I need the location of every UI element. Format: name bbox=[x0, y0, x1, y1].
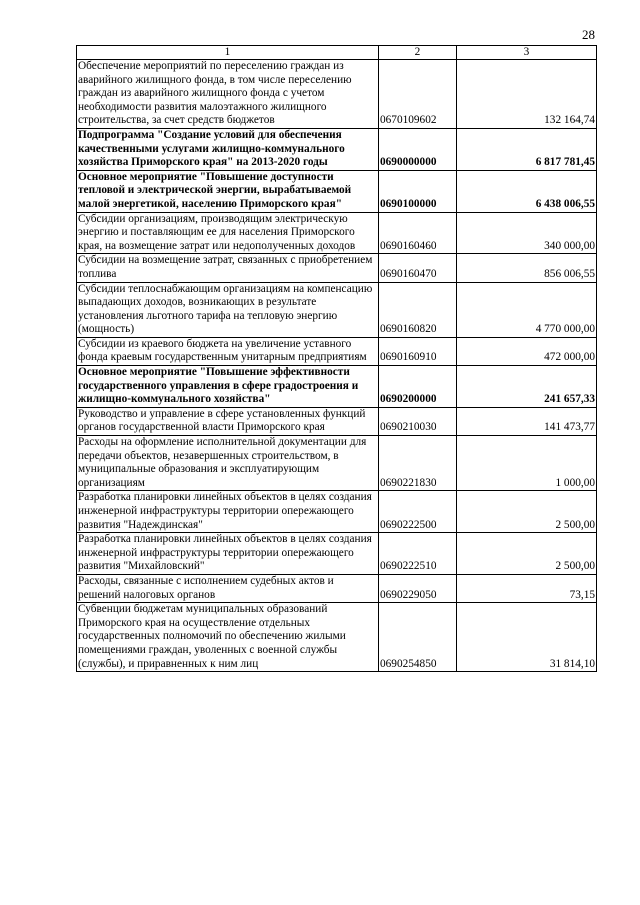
row-code-cell: 0690160910 bbox=[379, 337, 457, 365]
row-code-cell: 0690000000 bbox=[379, 128, 457, 170]
table-row bbox=[77, 603, 597, 672]
row-code-cell: 0690221830 bbox=[379, 436, 457, 491]
row-code-cell: 0690160820 bbox=[379, 282, 457, 337]
row-code-cell: 0670109602 bbox=[379, 60, 457, 129]
row-amount-cell: 2 500,00 bbox=[457, 533, 597, 575]
row-amount-cell: 340 000,00 bbox=[457, 212, 597, 254]
row-name-cell: Субвенции бюджетам муниципальных образований Приморского края на осуществление отдельных государственных полномочий по обеспечению жилыми помещениями граждан, уволенных с военной службы (службы), и приравненных к ним лиц bbox=[77, 603, 379, 672]
column-header-code: 2 bbox=[379, 46, 457, 60]
row-code-cell: 0690254850 bbox=[379, 603, 457, 672]
table-header-row bbox=[77, 46, 597, 60]
row-name-cell: Субсидии организациям, производящим электрическую энергию и поставляющим ее для населения Приморского края, на возмещение затрат или недополученных доходов bbox=[77, 212, 379, 254]
row-code-cell: 0690160460 bbox=[379, 212, 457, 254]
row-name-cell: Основное мероприятие "Повышение доступности тепловой и электрической энергии, вырабатываемой малой энергетикой, населению Приморского края" bbox=[77, 170, 379, 212]
table-row bbox=[77, 491, 597, 533]
column-header-name: 1 bbox=[77, 46, 379, 60]
table-row bbox=[77, 128, 597, 170]
row-name-cell: Подпрограмма "Создание условий для обеспечения качественными услугами жилищно-коммунального хозяйства Приморского края" на 2013-2020 годы bbox=[77, 128, 379, 170]
row-amount-cell: 2 500,00 bbox=[457, 491, 597, 533]
column-header-amount: 3 bbox=[457, 46, 597, 60]
row-name-cell: Разработка планировки линейных объектов в целях создания инженерной инфраструктуры территории опережающего развития "Михайловский" bbox=[77, 533, 379, 575]
row-name-cell: Субсидии на возмещение затрат, связанных с приобретением топлива bbox=[77, 254, 379, 282]
table-row bbox=[77, 212, 597, 254]
row-amount-cell: 6 817 781,45 bbox=[457, 128, 597, 170]
budget-table bbox=[76, 45, 597, 672]
table-row bbox=[77, 170, 597, 212]
row-amount-cell: 472 000,00 bbox=[457, 337, 597, 365]
row-name-cell: Субсидии из краевого бюджета на увеличение уставного фонда краевым государственным унитарным предприятиям bbox=[77, 337, 379, 365]
row-amount-cell: 31 814,10 bbox=[457, 603, 597, 672]
row-amount-cell: 856 006,55 bbox=[457, 254, 597, 282]
row-name-cell: Руководство и управление в сфере установленных функций органов государственной власти Приморского края bbox=[77, 407, 379, 435]
row-amount-cell: 132 164,74 bbox=[457, 60, 597, 129]
row-amount-cell: 1 000,00 bbox=[457, 436, 597, 491]
row-code-cell: 0690222500 bbox=[379, 491, 457, 533]
table-row bbox=[77, 254, 597, 282]
row-name-cell: Субсидии теплоснабжающим организациям на компенсацию выпадающих доходов, возникающих в результате установления льготного тарифа на тепловую энергию (мощность) bbox=[77, 282, 379, 337]
row-code-cell: 0690160470 bbox=[379, 254, 457, 282]
row-code-cell: 0690210030 bbox=[379, 407, 457, 435]
row-name-cell: Обеспечение мероприятий по переселению граждан из аварийного жилищного фонда, в том числе переселению граждан из аварийного жилищного фонда с учетом необходимости развития малоэтажного жилищного строительства, за счет средств бюджетов bbox=[77, 60, 379, 129]
row-amount-cell: 141 473,77 bbox=[457, 407, 597, 435]
table-row bbox=[77, 436, 597, 491]
row-amount-cell: 241 657,33 bbox=[457, 366, 597, 408]
row-amount-cell: 6 438 006,55 bbox=[457, 170, 597, 212]
row-name-cell: Расходы, связанные с исполнением судебных актов и решений налоговых органов bbox=[77, 574, 379, 602]
row-name-cell: Основное мероприятие "Повышение эффективности государственного управления в сфере градостроения и жилищно-коммунального хозяйства" bbox=[77, 366, 379, 408]
table-row bbox=[77, 282, 597, 337]
page-number: 28 bbox=[582, 27, 595, 42]
table-row bbox=[77, 407, 597, 435]
table-body bbox=[77, 60, 597, 672]
row-code-cell: 0690100000 bbox=[379, 170, 457, 212]
row-code-cell: 0690222510 bbox=[379, 533, 457, 575]
row-amount-cell: 4 770 000,00 bbox=[457, 282, 597, 337]
table-row bbox=[77, 574, 597, 602]
table-row bbox=[77, 337, 597, 365]
row-code-cell: 0690200000 bbox=[379, 366, 457, 408]
table-row bbox=[77, 533, 597, 575]
table-row bbox=[77, 60, 597, 129]
row-name-cell: Разработка планировки линейных объектов в целях создания инженерной инфраструктуры территории опережающего развития "Надеждинская" bbox=[77, 491, 379, 533]
table-row bbox=[77, 366, 597, 408]
row-code-cell: 0690229050 bbox=[379, 574, 457, 602]
row-amount-cell: 73,15 bbox=[457, 574, 597, 602]
row-name-cell: Расходы на оформление исполнительной документации для передачи объектов, незавершенных строительством, в муниципальные образования и эксплуатирующим организациям bbox=[77, 436, 379, 491]
